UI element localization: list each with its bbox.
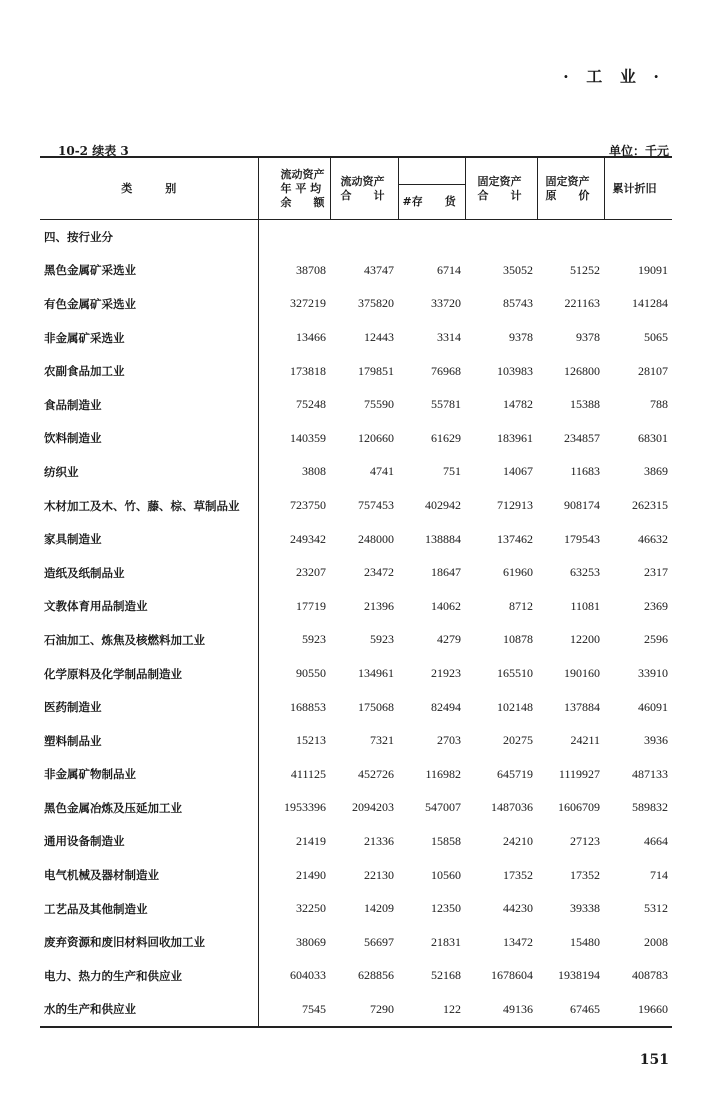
- row-value: 604033: [290, 968, 326, 983]
- row-value: 120660: [358, 430, 394, 445]
- row-value: 3936: [644, 733, 668, 748]
- row-value: 4664: [644, 833, 668, 848]
- row-value: 5923: [302, 632, 326, 647]
- row-value: 55781: [431, 397, 461, 412]
- row-value: 75248: [296, 397, 326, 412]
- row-value: 712913: [497, 498, 533, 513]
- table-row: [40, 657, 672, 691]
- row-value: 248000: [358, 531, 394, 546]
- row-category: 化学原料及化学制品制造业: [40, 657, 258, 691]
- row-value: 23207: [296, 565, 326, 580]
- row-category: 纺织业: [40, 455, 258, 489]
- row-value: 75590: [364, 397, 394, 412]
- header-category: 类 别: [40, 157, 258, 220]
- row-value: 221163: [564, 296, 600, 311]
- row-value: 1487036: [491, 800, 533, 815]
- table-row: [40, 825, 672, 859]
- row-value: 714: [650, 867, 668, 882]
- row-value: 21831: [431, 934, 461, 949]
- row-value: 103983: [497, 363, 533, 378]
- section-row: [40, 220, 672, 254]
- table-row: [40, 623, 672, 657]
- row-value: 12200: [570, 632, 600, 647]
- row-value: 1119927: [558, 766, 600, 781]
- row-category: 水的生产和供应业: [40, 993, 258, 1028]
- row-value: 14067: [503, 464, 533, 479]
- row-value: 21923: [431, 666, 461, 681]
- row-value: 61629: [431, 430, 461, 445]
- row-category: 农副食品加工业: [40, 354, 258, 388]
- row-value: 5065: [644, 330, 668, 345]
- row-value: 14062: [431, 598, 461, 613]
- header-current-assets-avg: 流动资产 年 平 均 余 额: [258, 157, 330, 220]
- row-value: 21419: [296, 833, 326, 848]
- row-value: 76968: [431, 363, 461, 378]
- row-category: 文教体育用品制造业: [40, 590, 258, 624]
- row-value: 1953396: [284, 800, 326, 815]
- row-value: 175068: [358, 699, 394, 714]
- row-value: 38069: [296, 934, 326, 949]
- table-row: [40, 455, 672, 489]
- row-category: 木材加工及木、竹、藤、棕、草制品业: [40, 489, 258, 523]
- row-value: 18647: [431, 565, 461, 580]
- row-value: 411125: [290, 766, 326, 781]
- row-value: 168853: [290, 699, 326, 714]
- table-row: [40, 556, 672, 590]
- row-value: 179543: [564, 531, 600, 546]
- row-value: 2317: [644, 565, 668, 580]
- row-value: 589832: [632, 800, 668, 815]
- row-value: 27123: [570, 833, 600, 848]
- row-value: 15213: [296, 733, 326, 748]
- table-row: [40, 925, 672, 959]
- row-value: 19660: [638, 1001, 668, 1016]
- table-row: [40, 791, 672, 825]
- table-row: [40, 522, 672, 556]
- row-value: 39338: [570, 901, 600, 916]
- table-row: [40, 690, 672, 724]
- row-category: 工艺品及其他制造业: [40, 892, 258, 926]
- row-value: 408783: [632, 968, 668, 983]
- table-row: [40, 489, 672, 523]
- row-value: 262315: [632, 498, 668, 513]
- row-value: 141284: [632, 296, 668, 311]
- table-row: [40, 724, 672, 758]
- unit-label: 单位：千元: [608, 144, 669, 158]
- row-value: 4741: [370, 464, 394, 479]
- row-value: 20275: [503, 733, 533, 748]
- row-value: 3869: [644, 464, 668, 479]
- row-category: 有色金属矿采选业: [40, 287, 258, 321]
- row-value: 126800: [564, 363, 600, 378]
- row-value: 5923: [370, 632, 394, 647]
- row-value: 22130: [364, 867, 394, 882]
- table-id: 10-2 续表 3: [58, 144, 129, 158]
- row-value: 2596: [644, 632, 668, 647]
- row-value: 15388: [570, 397, 600, 412]
- row-value: 85743: [503, 296, 533, 311]
- row-category: 医药制造业: [40, 690, 258, 724]
- row-value: 1606709: [558, 800, 600, 815]
- row-value: 14782: [503, 397, 533, 412]
- row-value: 751: [443, 464, 461, 479]
- header-fixed-assets-total: 固定资产 合 计: [465, 157, 537, 220]
- table-row: [40, 354, 672, 388]
- row-value: 35052: [503, 262, 533, 277]
- row-category: 造纸及纸制品业: [40, 556, 258, 590]
- row-value: 21336: [364, 833, 394, 848]
- row-value: 10560: [431, 867, 461, 882]
- row-category: 非金属矿物制品业: [40, 758, 258, 792]
- row-category: 黑色金属矿采选业: [40, 254, 258, 288]
- row-value: 628856: [358, 968, 394, 983]
- row-value: 7290: [370, 1001, 394, 1016]
- table-row: [40, 287, 672, 321]
- row-value: 13466: [296, 330, 326, 345]
- row-category: 塑料制品业: [40, 724, 258, 758]
- row-value: 402942: [425, 498, 461, 513]
- statistics-table: [40, 156, 672, 1028]
- row-value: 2369: [644, 598, 668, 613]
- row-value: 249342: [290, 531, 326, 546]
- row-value: 757453: [358, 498, 394, 513]
- table-row: [40, 959, 672, 993]
- row-category: 黑色金属冶炼及压延加工业: [40, 791, 258, 825]
- row-value: 15480: [570, 934, 600, 949]
- row-value: 134961: [358, 666, 394, 681]
- page-number: 151: [639, 1052, 669, 1068]
- row-value: 21396: [364, 598, 394, 613]
- row-value: 21490: [296, 867, 326, 882]
- row-value: 8712: [509, 598, 533, 613]
- row-value: 1678604: [491, 968, 533, 983]
- row-value: 28107: [638, 363, 668, 378]
- row-value: 179851: [358, 363, 394, 378]
- row-value: 3314: [437, 330, 461, 345]
- row-value: 38708: [296, 262, 326, 277]
- table-row: [40, 422, 672, 456]
- row-value: 7545: [302, 1001, 326, 1016]
- row-value: 23472: [364, 565, 394, 580]
- table-row: [40, 590, 672, 624]
- row-category: 通用设备制造业: [40, 825, 258, 859]
- row-value: 2008: [644, 934, 668, 949]
- row-value: 173818: [290, 363, 326, 378]
- table-row: [40, 892, 672, 926]
- row-value: 44230: [503, 901, 533, 916]
- row-value: 137462: [497, 531, 533, 546]
- row-value: 908174: [564, 498, 600, 513]
- header-accumulated-depreciation: 累计折旧: [604, 157, 672, 220]
- row-value: 1938194: [558, 968, 600, 983]
- row-value: 56697: [364, 934, 394, 949]
- row-value: 46632: [638, 531, 668, 546]
- row-value: 9378: [509, 330, 533, 345]
- row-value: 33910: [638, 666, 668, 681]
- row-value: 51252: [570, 262, 600, 277]
- row-category: 家具制造业: [40, 522, 258, 556]
- row-value: 14209: [364, 901, 394, 916]
- table-row: [40, 858, 672, 892]
- header-inventory: #存 货: [398, 185, 465, 220]
- row-value: 15858: [431, 833, 461, 848]
- row-value: 33720: [431, 296, 461, 311]
- row-value: 375820: [358, 296, 394, 311]
- row-value: 2703: [437, 733, 461, 748]
- row-category: 废弃资源和废旧材料回收加工业: [40, 925, 258, 959]
- row-value: 723750: [290, 498, 326, 513]
- row-value: 327219: [290, 296, 326, 311]
- row-category: 食品制造业: [40, 388, 258, 422]
- table-row: [40, 758, 672, 792]
- row-category: 非金属矿采选业: [40, 321, 258, 355]
- row-value: 11081: [570, 598, 600, 613]
- row-value: 10878: [503, 632, 533, 647]
- row-category: 电气机械及器材制造业: [40, 858, 258, 892]
- row-value: 138884: [425, 531, 461, 546]
- row-value: 67465: [570, 1001, 600, 1016]
- row-value: 122: [443, 1001, 461, 1016]
- row-value: 102148: [497, 699, 533, 714]
- row-category: 饮料制造业: [40, 422, 258, 456]
- table-row: [40, 321, 672, 355]
- row-value: 11683: [570, 464, 600, 479]
- row-value: 43747: [364, 262, 394, 277]
- row-value: 46091: [638, 699, 668, 714]
- row-value: 183961: [497, 430, 533, 445]
- row-value: 32250: [296, 901, 326, 916]
- row-value: 12443: [364, 330, 394, 345]
- section-header: · 工 业 ·: [563, 67, 665, 86]
- row-value: 547007: [425, 800, 461, 815]
- row-value: 12350: [431, 901, 461, 916]
- row-value: 24210: [503, 833, 533, 848]
- row-value: 165510: [497, 666, 533, 681]
- row-value: 190160: [564, 666, 600, 681]
- section-label: 四、按行业分: [40, 220, 258, 254]
- row-value: 68301: [638, 430, 668, 445]
- row-value: 52168: [431, 968, 461, 983]
- row-value: 452726: [358, 766, 394, 781]
- row-value: 63253: [570, 565, 600, 580]
- row-value: 24211: [570, 733, 600, 748]
- table-row: [40, 388, 672, 422]
- row-value: 9378: [576, 330, 600, 345]
- row-value: 137884: [564, 699, 600, 714]
- table-row: [40, 993, 672, 1028]
- header-blank: [398, 157, 465, 185]
- row-value: 5312: [644, 901, 668, 916]
- row-value: 17719: [296, 598, 326, 613]
- row-value: 4279: [437, 632, 461, 647]
- row-value: 17352: [503, 867, 533, 882]
- row-value: 788: [650, 397, 668, 412]
- row-category: 电力、热力的生产和供应业: [40, 959, 258, 993]
- row-value: 19091: [638, 262, 668, 277]
- row-value: 140359: [290, 430, 326, 445]
- row-value: 2094203: [352, 800, 394, 815]
- row-value: 6714: [437, 262, 461, 277]
- row-value: 61960: [503, 565, 533, 580]
- row-category: 石油加工、炼焦及核燃料加工业: [40, 623, 258, 657]
- row-value: 17352: [570, 867, 600, 882]
- table-row: [40, 254, 672, 288]
- row-value: 7321: [370, 733, 394, 748]
- header-fixed-assets-original: 固定资产 原 价: [537, 157, 604, 220]
- row-value: 82494: [431, 699, 461, 714]
- row-value: 13472: [503, 934, 533, 949]
- row-value: 645719: [497, 766, 533, 781]
- row-value: 487133: [632, 766, 668, 781]
- row-value: 234857: [564, 430, 600, 445]
- row-value: 90550: [296, 666, 326, 681]
- header-current-assets-total: 流动资产 合 计: [330, 157, 398, 220]
- row-value: 116982: [425, 766, 461, 781]
- row-value: 3808: [302, 464, 326, 479]
- row-value: 49136: [503, 1001, 533, 1016]
